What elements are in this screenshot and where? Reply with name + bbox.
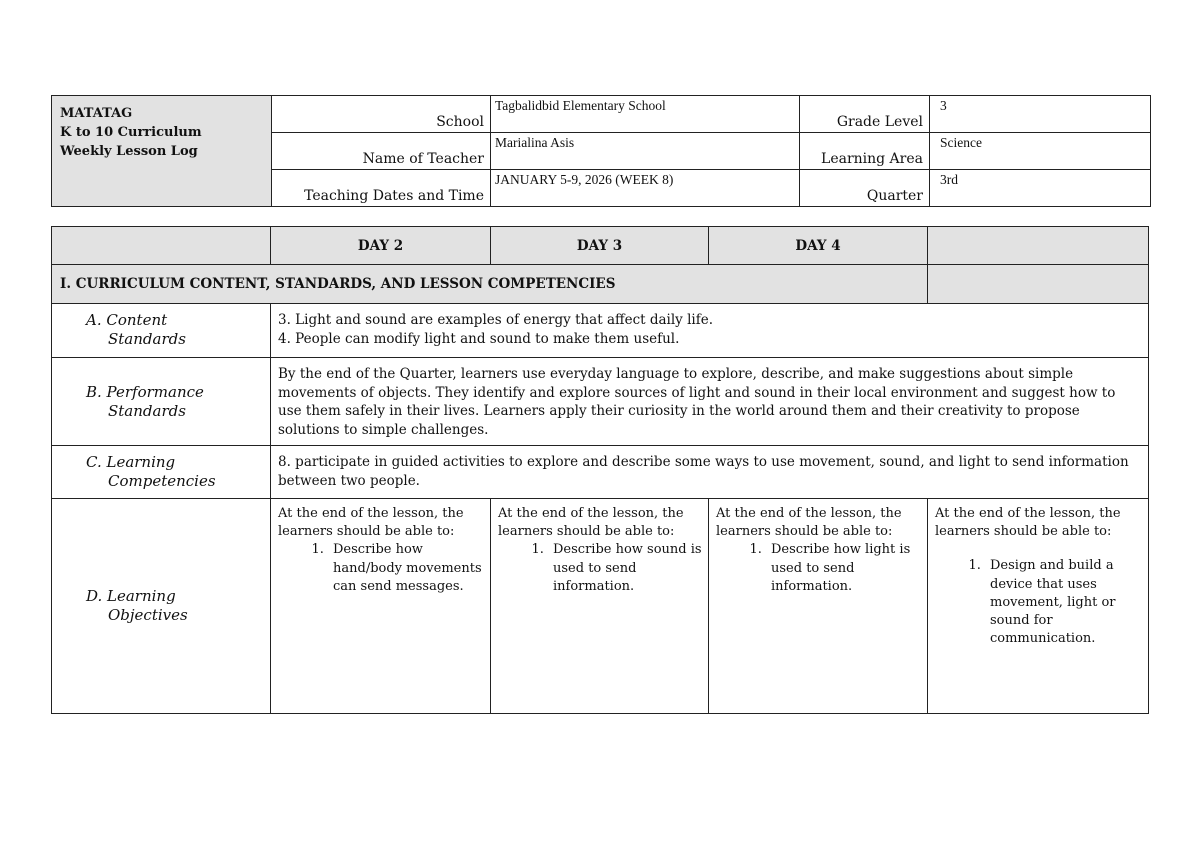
title-line-2: K to 10 Curriculum: [60, 125, 202, 140]
learning-competencies-label-b: Competencies: [108, 472, 216, 490]
title-line-3: Weekly Lesson Log: [60, 144, 198, 159]
quarter-value: 3rd: [930, 170, 1151, 207]
content-standards-row: [52, 304, 1149, 358]
objectives-day-3: [491, 499, 709, 714]
objectives-intro: At the end of the lesson, the learners should be able to:: [278, 506, 464, 540]
learning-competencies-label: [52, 446, 271, 499]
content-standard-2: 4. People can modify light and sound to make them useful.: [278, 330, 680, 347]
performance-standards-label-a: B. Performance: [86, 382, 204, 401]
curriculum-title: [52, 96, 272, 207]
performance-standards-text: By the end of the Quarter, learners use everyday language to explore, describe, and make suggestions about simple movements of objects. They identify and explore sources of light and sound in their local environment and suggest how to use them safely in their lives. Learners apply their curiosity in the world around them and their creativity to propose solutions to simple challenges.: [271, 358, 1149, 446]
objectives-intro: At the end of the lesson, the learners should be able to:: [716, 506, 902, 540]
school-label: School: [272, 96, 491, 133]
content-standards-text: [271, 304, 1149, 358]
teaching-dates-value: JANUARY 5-9, 2026 (WEEK 8): [491, 170, 800, 207]
performance-standards-row: [52, 358, 1149, 446]
grade-level-label: Grade Level: [800, 96, 930, 133]
learning-objectives-row: [52, 499, 1149, 714]
day-header-blank: [52, 227, 271, 265]
quarter-label: Quarter: [800, 170, 930, 207]
objective-item: 1. Describe how hand/body movements can send messages.: [328, 541, 484, 596]
day-3-header: DAY 3: [491, 227, 709, 265]
learning-objectives-label-b: Objectives: [108, 606, 188, 624]
content-standards-label: [52, 304, 271, 358]
learning-competencies-row: [52, 446, 1149, 499]
learning-area-value: Science: [930, 133, 1151, 170]
lesson-log-header: [51, 95, 1151, 207]
title-line-1: MATATAG: [60, 106, 133, 121]
section-1-blank: [928, 265, 1149, 304]
section-1-title: I. CURRICULUM CONTENT, STANDARDS, AND LESSON COMPETENCIES: [52, 265, 928, 304]
performance-standards-label: [52, 358, 271, 446]
grade-level-value: 3: [930, 96, 1151, 133]
objective-item: 1. Describe how sound is used to send information.: [548, 541, 702, 596]
teacher-value: Marialina Asis: [491, 133, 800, 170]
content-standards-label-a: A. Content: [86, 311, 168, 329]
teacher-label: Name of Teacher: [272, 133, 491, 170]
learning-area-label: Learning Area: [800, 133, 930, 170]
content-standards-label-b: Standards: [108, 330, 186, 348]
objectives-day-2: [271, 499, 491, 714]
school-value: Tagbalidbid Elementary School: [491, 96, 800, 133]
content-standard-1: 3. Light and sound are examples of energy that affect daily life.: [278, 312, 714, 328]
objectives-day-5: [928, 499, 1149, 714]
learning-objectives-label: [52, 499, 271, 714]
objective-item: 1. Describe how light is used to send information.: [766, 541, 921, 596]
learning-competencies-text: 8. participate in guided activities to explore and describe some ways to use movement, sound, and light to send information between two people.: [271, 446, 1149, 499]
lesson-log-table: [51, 226, 1149, 714]
section-1-row: [52, 265, 1149, 304]
objectives-intro: At the end of the lesson, the learners should be able to:: [935, 506, 1121, 540]
day-4-header: DAY 4: [709, 227, 928, 265]
performance-standards-label-b: Standards: [108, 401, 186, 420]
day-header-row: [52, 227, 1149, 265]
objective-item: 1. Design and build a device that uses movement, light or sound for communication.: [985, 557, 1142, 648]
objectives-intro: At the end of the lesson, the learners should be able to:: [498, 506, 684, 540]
objectives-day-4: [709, 499, 928, 714]
learning-competencies-label-a: C. Learning: [86, 453, 176, 471]
day-2-header: DAY 2: [271, 227, 491, 265]
teaching-dates-label: Teaching Dates and Time: [272, 170, 491, 207]
learning-objectives-label-a: D. Learning: [86, 587, 176, 605]
day-5-header: [928, 227, 1149, 265]
